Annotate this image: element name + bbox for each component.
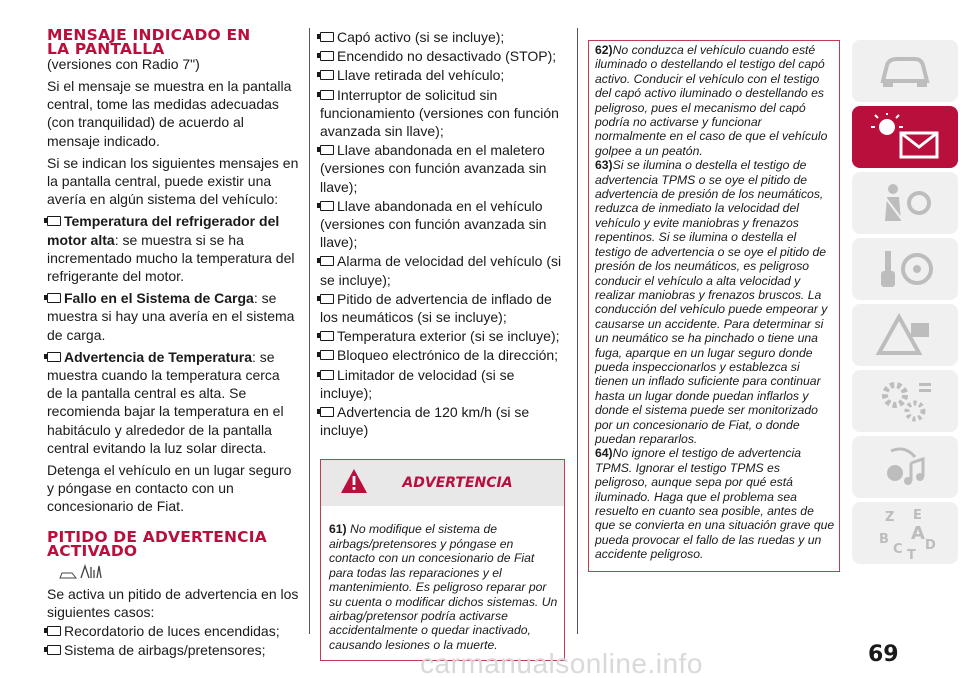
page-number: 69 (868, 642, 899, 667)
list-item (320, 47, 565, 65)
list-text: Limitador de velocidad (si se incluye); (320, 366, 515, 401)
bullet-bold: Fallo en el Sistema de Carga (64, 290, 254, 307)
heading-line: LA PANTALLA (47, 40, 165, 58)
bullet-icon (47, 216, 61, 226)
list-text: Pitido de advertencia de inflado de los neumáticos (si se incluye); (320, 290, 552, 326)
list-item (47, 622, 299, 640)
svg-text:Z: Z (885, 510, 895, 525)
list-text: Encendido no desactivado (STOP); (337, 48, 557, 65)
version-icons (59, 564, 105, 580)
paragraph: Detenga el vehículo en un lugar seguro y póngase en contacto con un concesionario de Fiat. (47, 462, 292, 515)
bullet-icon (47, 626, 61, 636)
note-text: Si se ilumina o destella el testigo de advertencia TPMS o se oye el pitido de advertencia de presión de los neumáticos, reduzca de inmediato la velocidad del vehículo y evite maniobras y frenazos repentinos. Si se ilumina o destella el testigo de advertencia o se oye el pitido de presión de los neumáticos, es peligroso conducir el vehículo a alta velocidad y realizar maniobras y frenazos bruscos. La conducción del vehículo puede empeorar y causarse un accidente. Para determinar si un neumático se ha pinchado o tiene una fuga, aparque en un lugar seguro donde pueda inspeccionarlos y establezca si tienen un inflado suficiente para continuar hasta un lugar donde puedan inflarlos y donde el sistema puede ser monitorizado por un concesionario de Fiat, o donde puedan repararlos. (595, 158, 828, 446)
list-text: Interruptor de solicitud sin funcionamiento (versiones con función avanzada sin llave); (320, 86, 559, 140)
seatbelt-airbag-icon (875, 181, 935, 225)
bullet-text: : se muestra si hay una avería en el sistema de carga. (47, 290, 295, 343)
list-item (320, 366, 565, 402)
bullet-icon (320, 32, 334, 42)
list-text: Alarma de velocidad del vehículo (si se incluye); (320, 253, 562, 288)
bullet-icon (320, 90, 334, 100)
bullet-icon (320, 350, 334, 360)
list-text: Advertencia de 120 km/h (si se incluye) (320, 404, 530, 439)
warning-title: ADVERTENCIA (402, 475, 513, 492)
note-text: No modifique el sistema de airbags/pretensores y póngase en contacto con un concesionario de Fiat para todas las reparaciones y el mantenimiento. Es peligroso reparar por su cuenta o modificar dichos sistemas. Un airbag/pretensor podría activarse accidentalmente o quedar inactivado, causando lesiones o la muerte. (329, 522, 558, 652)
list-text: Temperatura exterior (si se incluye); (337, 328, 560, 345)
bullet-bold: Temperatura del refrigerador del motor alta (47, 213, 280, 248)
svg-text:B: B (879, 532, 889, 547)
note-text: No ignore el testigo de advertencia TPMS. Ignorar el testigo TPMS es peligroso, aunque sepa por qué está iluminado. Haga que el problema sea resuelto en cuanto sea posible, antes de que se convierta en una situación grave que pueda provocar el fallo de las ruedas y un accidente peligroso. (595, 446, 835, 562)
bullet-icon (320, 294, 334, 304)
list-text: Llave abandonada en el maletero (versiones con función avanzada sin llave); (320, 142, 547, 195)
bullet-bold: Advertencia de Temperatura (64, 348, 253, 365)
heading-line: PITIDO DE ADVERTENCIA (47, 527, 267, 546)
bullet-icon (320, 331, 334, 341)
list-item (320, 403, 565, 439)
bullet-text: : se muestra cuando la temperatura cerca de la pantalla central es alta. Se recomienda bajar la temperatura en el habitáculo y alrededor de la pantalla central evitando la luz solar directa. (47, 348, 284, 456)
key-steering-icon (875, 247, 935, 291)
bullet-icon (320, 407, 334, 417)
sidebar-tab-warning-lights[interactable] (852, 106, 958, 168)
warning-notes-box (588, 40, 840, 572)
section-heading-beep (47, 527, 299, 560)
paragraph: Si el mensaje se muestra en la pantalla central, tome las medidas adecuadas (con tranquilidad) de acuerdo al mensaje indicado. (47, 78, 292, 149)
antenna-version-icon (79, 564, 105, 580)
list-text: Bloqueo electrónico de la dirección; (337, 347, 559, 364)
list-text: Llave retirada del vehículo; (337, 67, 505, 84)
list-item (320, 346, 565, 364)
warning-note (329, 522, 558, 652)
bullet-icon (47, 352, 61, 362)
note-number: 61) (329, 522, 347, 537)
bullet-icon (320, 256, 334, 266)
bullet-item (47, 289, 299, 344)
sidebar-tab-multimedia[interactable] (852, 436, 958, 498)
svg-text:D: D (925, 538, 936, 553)
note-text: No conduzca el vehículo cuando esté iluminado o destellando el testigo del capó activo. Conducir el vehículo con el testigo del capó activo iluminado o destellando es peligroso, pues el mecanismo del capó podría no activarse y funcionar normalmente en el caso de que el vehículo golpee a un peatón. (595, 43, 828, 158)
heading-line: MENSAJE INDICADO EN (47, 26, 251, 44)
heading-line: ACTIVADO (47, 541, 138, 560)
heading-subtitle: (versiones con Radio 7") (47, 56, 200, 72)
paragraph: Se activa un pitido de advertencia en los siguientes casos: (47, 585, 299, 620)
sidebar-tab-car[interactable] (852, 40, 958, 102)
bullet-item (47, 348, 299, 457)
sidebar-tab-emergency[interactable] (852, 304, 958, 366)
list-item (320, 66, 565, 84)
column-divider (309, 28, 310, 634)
breakdown-triangle-icon (875, 313, 935, 357)
bullet-icon (47, 645, 61, 655)
column-2 (320, 28, 565, 661)
warning-note (595, 158, 835, 446)
index-letters-icon (873, 505, 937, 561)
watermark: carmanualsonline.info (420, 648, 703, 678)
warning-lights-icon (865, 113, 945, 161)
chapter-sidebar (852, 40, 958, 568)
paragraph: Si se indican los siguientes mensajes en la pantalla central, puede existir una avería en algún sistema del vehículo: (47, 154, 299, 208)
warning-body (321, 506, 564, 660)
svg-text:E: E (913, 508, 922, 523)
sidebar-tab-safety[interactable] (852, 172, 958, 234)
list-item (320, 252, 565, 288)
list-item (320, 86, 565, 141)
svg-text:A: A (911, 523, 925, 544)
beep-case-list (320, 28, 565, 439)
multimedia-icon (875, 443, 935, 491)
list-item (320, 28, 565, 46)
list-item (320, 290, 565, 326)
car-version-icon (59, 568, 77, 580)
warning-note (595, 446, 835, 561)
svg-text:C: C (893, 542, 903, 557)
list-item (320, 141, 565, 196)
note-number: 63) (595, 158, 613, 173)
svg-text:T: T (907, 548, 916, 561)
bullet-text: : se muestra si se ha incrementado mucho la temperatura del refrigerante del motor. (47, 231, 295, 285)
column-1 (47, 28, 299, 659)
sidebar-tab-index[interactable] (852, 502, 958, 564)
warning-box (320, 459, 565, 661)
note-number: 64) (595, 446, 613, 461)
sidebar-tab-starting-driving[interactable] (852, 238, 958, 300)
note-number: 62) (595, 43, 613, 57)
car-icon (877, 51, 933, 91)
bullet-item (47, 212, 299, 285)
list-item (320, 197, 565, 252)
gears-maintenance-icon (875, 377, 935, 425)
bullet-icon (320, 201, 334, 211)
list-text: Capó activo (si se incluye); (337, 29, 505, 45)
warning-note (595, 43, 835, 158)
list-item (47, 641, 299, 659)
bullet-icon (320, 70, 334, 80)
warning-header (321, 460, 564, 506)
bullet-icon (320, 145, 334, 155)
bullet-icon (320, 370, 334, 380)
column-divider (577, 28, 578, 634)
sidebar-tab-maintenance[interactable] (852, 370, 958, 432)
bullet-icon (47, 293, 61, 303)
warning-triangle-icon (339, 466, 369, 496)
bullet-icon (320, 51, 334, 61)
list-text: Llave abandonada en el vehículo (versiones con función avanzada sin llave); (320, 197, 547, 251)
list-text: Sistema de airbags/pretensores; (64, 642, 266, 659)
list-item (320, 327, 565, 345)
section-heading-message (47, 28, 299, 56)
list-text: Recordatorio de luces encendidas; (64, 623, 280, 640)
